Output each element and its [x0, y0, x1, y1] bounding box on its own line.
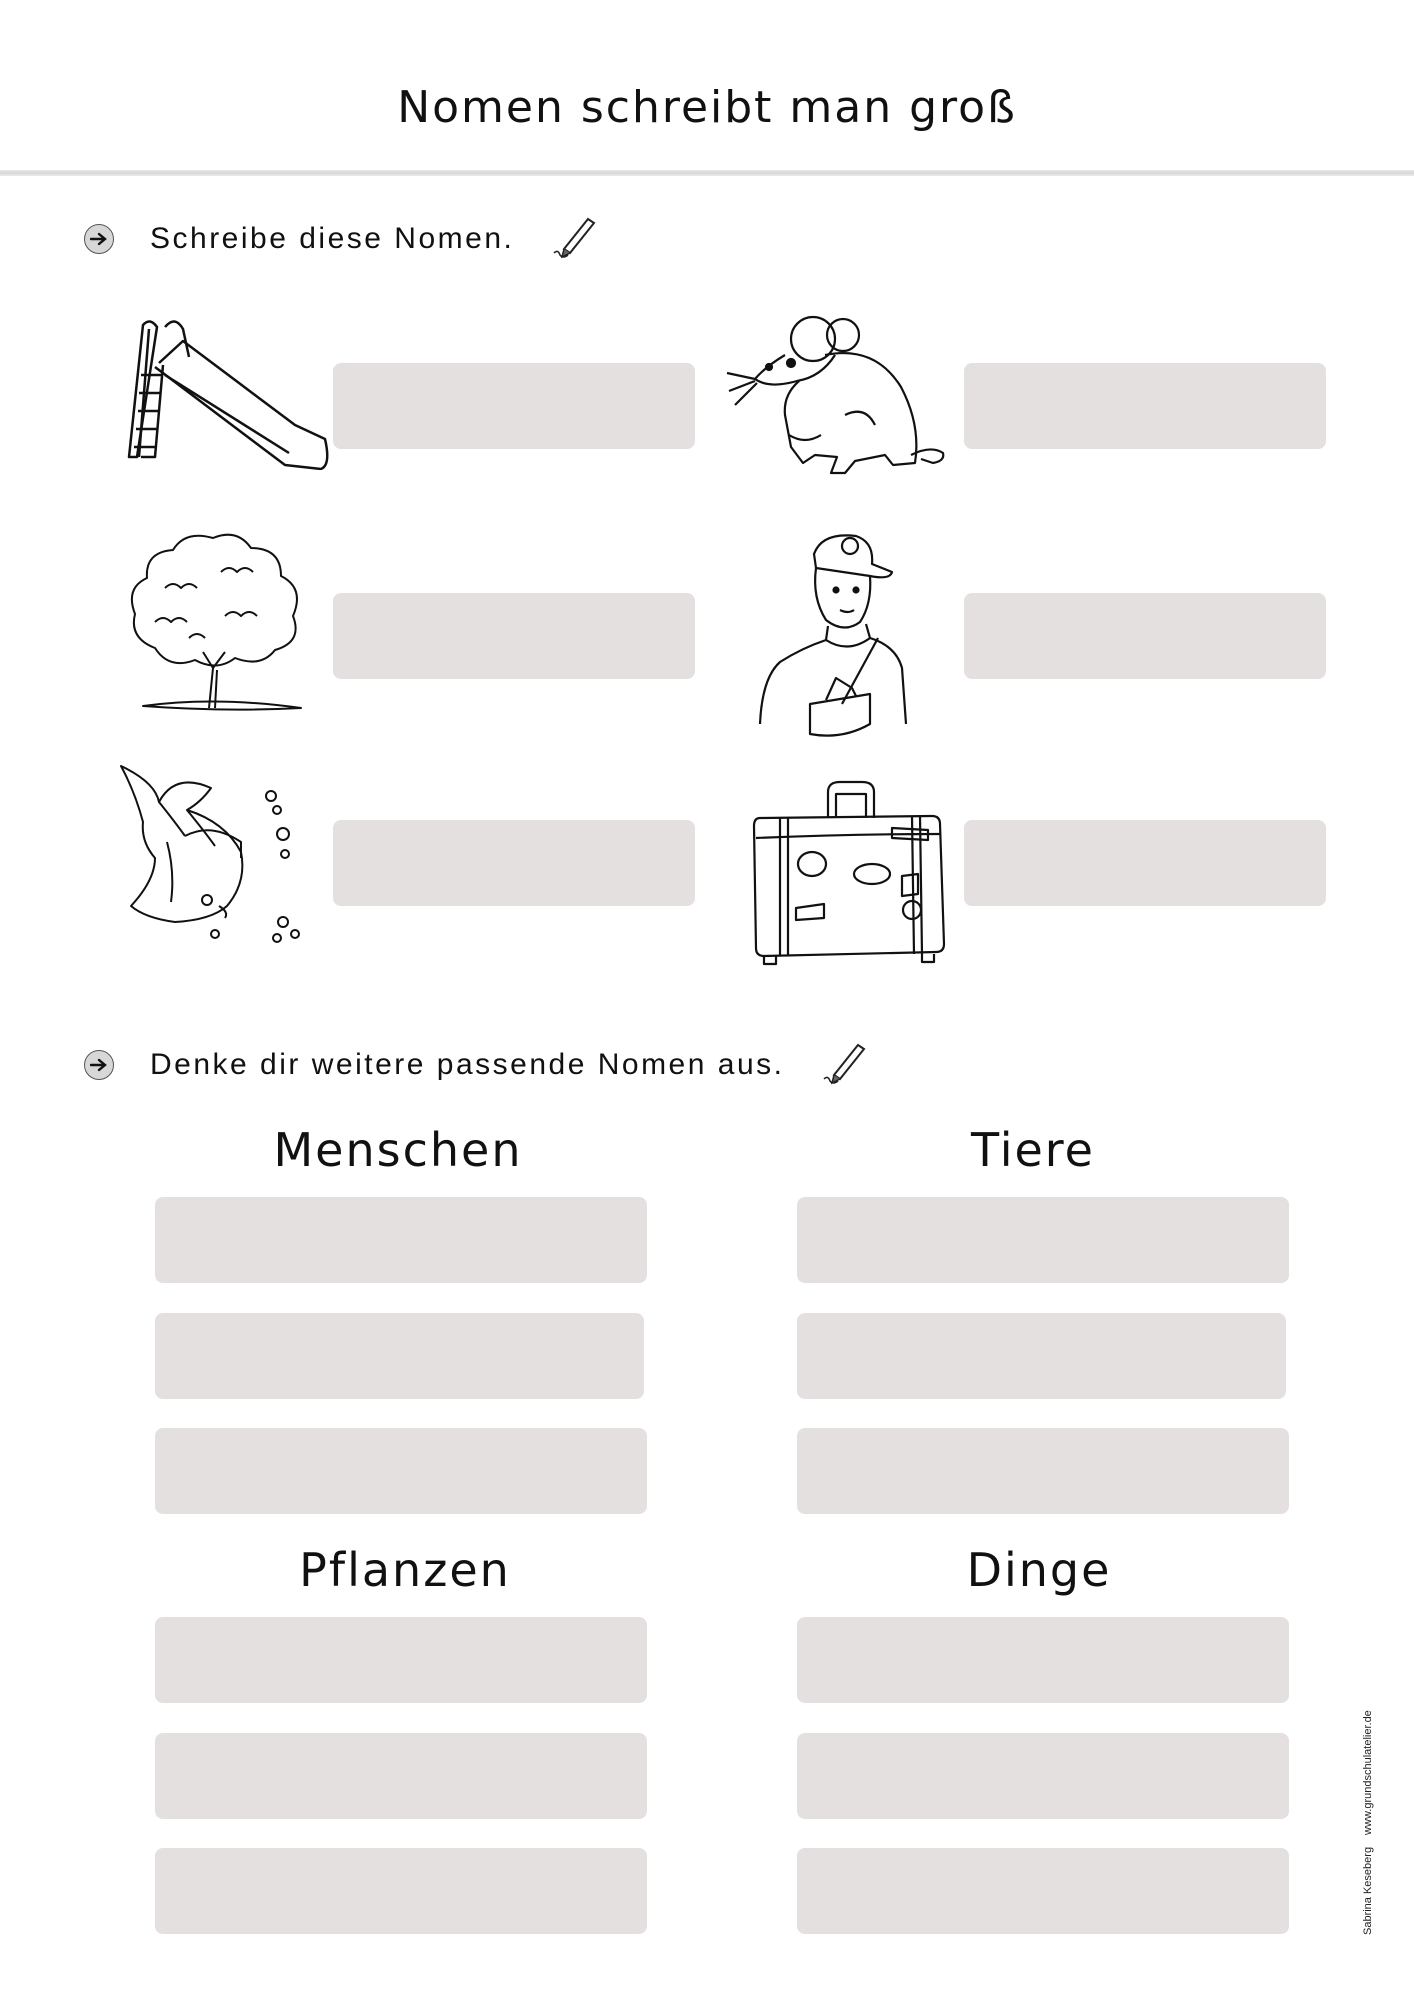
- author-website: www.grundschulatelier.de: [1362, 1710, 1374, 1835]
- tree-icon: [125, 528, 305, 717]
- exercise-2-instruction: [84, 1045, 870, 1085]
- answer-line-menschen-3[interactable]: [155, 1428, 647, 1514]
- arrow-bullet-icon: [84, 224, 114, 254]
- suitcase-icon: [752, 778, 947, 972]
- exercise-1-instruction: [84, 219, 600, 259]
- exercise-1-text: Schreibe diese Nomen.: [150, 222, 515, 255]
- goldfish-icon: [115, 762, 305, 951]
- exercise-2-text: Denke dir weitere passende Nomen aus.: [150, 1048, 785, 1081]
- answer-line-pflanzen-3[interactable]: [155, 1848, 647, 1934]
- answer-line-tiere-3[interactable]: [797, 1428, 1289, 1514]
- slide-icon: [125, 315, 330, 474]
- answer-line-tiere-1[interactable]: [797, 1197, 1289, 1283]
- worksheet-title: Nomen schreibt man groß: [397, 82, 1017, 133]
- answer-box-slide[interactable]: [333, 363, 695, 449]
- answer-box-goldfish[interactable]: [333, 820, 695, 906]
- answer-box-suitcase[interactable]: [964, 820, 1326, 906]
- answer-line-menschen-1[interactable]: [155, 1197, 647, 1283]
- answer-line-dinge-3[interactable]: [797, 1848, 1289, 1934]
- title-divider: [0, 170, 1414, 176]
- answer-line-pflanzen-1[interactable]: [155, 1617, 647, 1703]
- answer-line-dinge-1[interactable]: [797, 1617, 1289, 1703]
- author-credit: [1362, 1710, 1374, 1935]
- author-name: Sabrina Keseberg: [1362, 1846, 1374, 1935]
- answer-line-pflanzen-2[interactable]: [155, 1733, 647, 1819]
- pencil-icon: [820, 1039, 870, 1091]
- category-heading-tiere: Tiere: [971, 1123, 1095, 1177]
- answer-line-tiere-2[interactable]: [797, 1313, 1286, 1399]
- arrow-bullet-icon: [84, 1050, 114, 1080]
- mouse-icon: [725, 315, 960, 484]
- pencil-icon: [550, 213, 600, 265]
- category-heading-dinge: Dinge: [966, 1543, 1112, 1597]
- answer-line-dinge-2[interactable]: [797, 1733, 1289, 1819]
- postman-icon: [752, 528, 912, 747]
- category-heading-pflanzen: Pflanzen: [299, 1543, 511, 1597]
- answer-box-postman[interactable]: [964, 593, 1326, 679]
- answer-line-menschen-2[interactable]: [155, 1313, 644, 1399]
- category-heading-menschen: Menschen: [273, 1123, 523, 1177]
- answer-box-tree[interactable]: [333, 593, 695, 679]
- answer-box-mouse[interactable]: [964, 363, 1326, 449]
